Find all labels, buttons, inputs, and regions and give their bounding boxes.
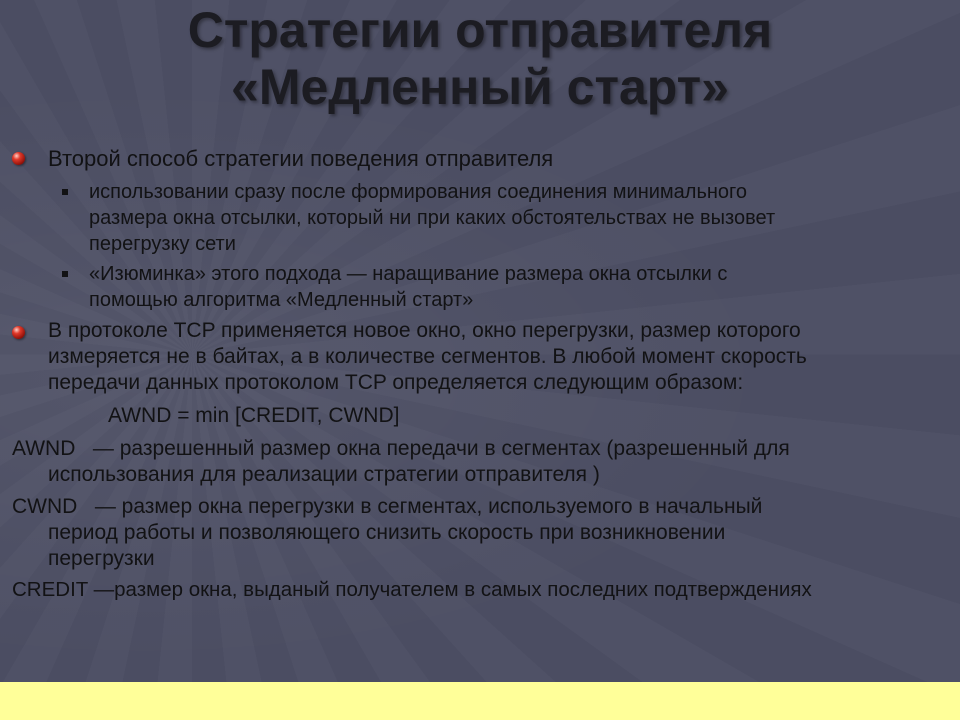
sub-bullet-1-line-1: использовании сразу после формирования соединения минимального	[89, 181, 748, 203]
awnd-definition-line-2: использования для реализации стратегии отправителя )	[48, 463, 600, 486]
cwnd-definition-line-3: перегрузки	[48, 547, 155, 570]
credit-definition: CREDIT —размер окна, выданый получателем в самых последних подтверждениях	[12, 578, 812, 601]
sub-bullet-2-line-2: помощью алгоритма «Медленный старт»	[89, 289, 474, 311]
slide-title	[0, 2, 960, 116]
formula: AWND = min [CREDIT, CWND]	[108, 404, 400, 427]
bullet-2-line-1: В протоколе TCP применяется новое окно, окно перегрузки, размер которого	[48, 319, 801, 342]
red-ball-bullet-icon	[12, 326, 25, 339]
red-ball-bullet-icon	[12, 152, 25, 165]
cwnd-definition-line-1: CWND — размер окна перегрузки в сегментах, используемого в начальный	[12, 495, 763, 518]
bullet-2-line-2: измеряется не в байтах, а в количестве сегментов. В любой момент скорость	[48, 345, 807, 368]
sub-bullet-2-line-1: «Изюминка» этого подхода — наращивание размера окна отсылки с	[89, 263, 728, 285]
sub-bullet-1-line-2: размера окна отсылки, который ни при каких обстоятельствах не вызовет	[89, 207, 776, 229]
cwnd-definition-line-2: период работы и позволяющего снизить скорость при возникновении	[48, 521, 726, 544]
footer-bar	[0, 682, 960, 720]
bullet-1-text: Второй способ стратегии поведения отправителя	[48, 146, 554, 171]
sub-bullet-1-line-3: перегрузку сети	[89, 233, 236, 255]
title-line-1: Стратегии отправителя	[187, 2, 773, 58]
title-line-2: «Медленный старт»	[231, 59, 729, 115]
awnd-definition-line-1: AWND — разрешенный размер окна передачи в сегментах (разрешенный для	[12, 437, 790, 460]
square-bullet-icon	[62, 271, 68, 277]
square-bullet-icon	[62, 189, 68, 195]
bullet-2-line-3: передачи данных протоколом TCP определяется следующим образом:	[48, 371, 744, 394]
